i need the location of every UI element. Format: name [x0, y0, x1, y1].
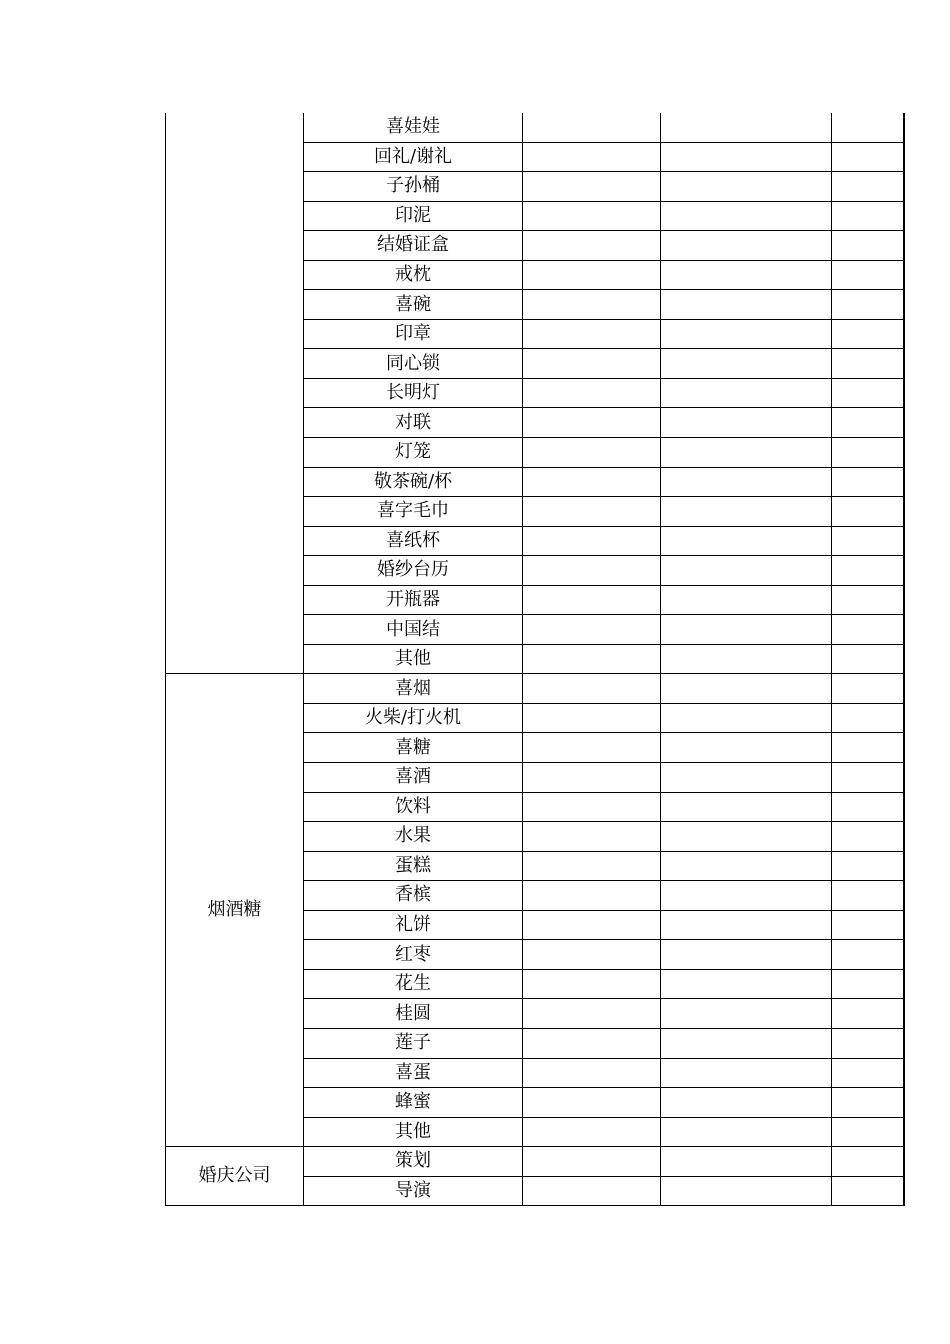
empty-cell [661, 1176, 832, 1206]
empty-cell [523, 1058, 661, 1088]
empty-cell [832, 585, 904, 615]
table-row [166, 1147, 904, 1177]
empty-cell [661, 172, 832, 202]
empty-cell [523, 851, 661, 881]
empty-cell [523, 378, 661, 408]
empty-cell [661, 438, 832, 468]
item-name-cell: 火柴/打火机 [304, 703, 523, 733]
empty-cell [523, 999, 661, 1029]
empty-cell [832, 792, 904, 822]
empty-cell [832, 438, 904, 468]
table-body [166, 113, 904, 1206]
empty-cell [832, 231, 904, 261]
empty-cell [523, 497, 661, 527]
empty-cell [661, 644, 832, 674]
empty-cell [832, 467, 904, 497]
empty-cell [523, 1028, 661, 1058]
item-name-cell: 喜字毛巾 [304, 497, 523, 527]
empty-cell [523, 1088, 661, 1118]
empty-cell [832, 113, 904, 142]
item-name-cell: 其他 [304, 1117, 523, 1147]
empty-cell [832, 969, 904, 999]
empty-cell [661, 497, 832, 527]
empty-cell [661, 526, 832, 556]
item-name-cell: 结婚证盒 [304, 231, 523, 261]
empty-cell [832, 1028, 904, 1058]
empty-cell [832, 526, 904, 556]
item-name-cell: 长明灯 [304, 378, 523, 408]
empty-cell [661, 1147, 832, 1177]
empty-cell [661, 703, 832, 733]
empty-cell [523, 231, 661, 261]
empty-cell [523, 172, 661, 202]
empty-cell [523, 438, 661, 468]
item-name-cell: 蜂蜜 [304, 1088, 523, 1118]
item-name-cell: 回礼/谢礼 [304, 142, 523, 172]
category-cell [166, 113, 304, 674]
item-name-cell: 花生 [304, 969, 523, 999]
empty-cell [523, 910, 661, 940]
empty-cell [661, 1117, 832, 1147]
item-name-cell: 饮料 [304, 792, 523, 822]
empty-cell [832, 763, 904, 793]
empty-cell [523, 792, 661, 822]
empty-cell [832, 378, 904, 408]
empty-cell [523, 763, 661, 793]
empty-cell [832, 556, 904, 586]
empty-cell [523, 349, 661, 379]
empty-cell [523, 1147, 661, 1177]
empty-cell [661, 290, 832, 320]
item-name-cell: 中国结 [304, 615, 523, 645]
empty-cell [523, 615, 661, 645]
empty-cell [523, 526, 661, 556]
empty-cell [661, 881, 832, 911]
empty-cell [661, 792, 832, 822]
empty-cell [661, 1058, 832, 1088]
empty-cell [523, 674, 661, 704]
empty-cell [661, 378, 832, 408]
empty-cell [661, 319, 832, 349]
empty-cell [661, 113, 832, 142]
empty-cell [832, 201, 904, 231]
item-name-cell: 莲子 [304, 1028, 523, 1058]
empty-cell [523, 113, 661, 142]
empty-cell [523, 467, 661, 497]
empty-cell [661, 969, 832, 999]
category-cell: 婚庆公司 [166, 1147, 304, 1206]
item-name-cell: 同心锁 [304, 349, 523, 379]
empty-cell [523, 644, 661, 674]
item-name-cell: 其他 [304, 644, 523, 674]
category-cell: 烟酒糖 [166, 674, 304, 1147]
empty-cell [661, 910, 832, 940]
empty-cell [523, 260, 661, 290]
item-name-cell: 喜纸杯 [304, 526, 523, 556]
empty-cell [661, 763, 832, 793]
empty-cell [832, 851, 904, 881]
empty-cell [661, 408, 832, 438]
item-name-cell: 香槟 [304, 881, 523, 911]
empty-cell [832, 1147, 904, 1177]
item-name-cell: 喜碗 [304, 290, 523, 320]
empty-cell [661, 201, 832, 231]
empty-cell [832, 172, 904, 202]
empty-cell [661, 142, 832, 172]
item-name-cell: 敬茶碗/杯 [304, 467, 523, 497]
empty-cell [523, 703, 661, 733]
empty-cell [661, 674, 832, 704]
empty-cell [661, 585, 832, 615]
empty-cell [832, 940, 904, 970]
empty-cell [832, 1088, 904, 1118]
empty-cell [661, 1028, 832, 1058]
item-name-cell: 礼饼 [304, 910, 523, 940]
item-name-cell: 水果 [304, 822, 523, 852]
empty-cell [832, 1176, 904, 1206]
empty-cell [523, 969, 661, 999]
empty-cell [523, 556, 661, 586]
item-name-cell: 蛋糕 [304, 851, 523, 881]
empty-cell [661, 231, 832, 261]
empty-cell [523, 201, 661, 231]
empty-cell [661, 1088, 832, 1118]
item-name-cell: 喜酒 [304, 763, 523, 793]
empty-cell [832, 910, 904, 940]
empty-cell [832, 1117, 904, 1147]
empty-cell [523, 290, 661, 320]
empty-cell [661, 940, 832, 970]
empty-cell [523, 142, 661, 172]
item-name-cell: 策划 [304, 1147, 523, 1177]
empty-cell [832, 822, 904, 852]
empty-cell [661, 733, 832, 763]
empty-cell [832, 319, 904, 349]
empty-cell [661, 556, 832, 586]
item-name-cell: 婚纱台历 [304, 556, 523, 586]
empty-cell [661, 615, 832, 645]
empty-cell [523, 733, 661, 763]
item-name-cell: 子孙桶 [304, 172, 523, 202]
empty-cell [661, 851, 832, 881]
empty-cell [832, 260, 904, 290]
item-name-cell: 对联 [304, 408, 523, 438]
empty-cell [523, 822, 661, 852]
item-name-cell: 戒枕 [304, 260, 523, 290]
empty-cell [661, 349, 832, 379]
empty-cell [661, 467, 832, 497]
item-name-cell: 开瓶器 [304, 585, 523, 615]
empty-cell [661, 822, 832, 852]
item-name-cell: 印泥 [304, 201, 523, 231]
empty-cell [832, 349, 904, 379]
item-name-cell: 喜娃娃 [304, 113, 523, 142]
item-name-cell: 喜蛋 [304, 1058, 523, 1088]
item-name-cell: 导演 [304, 1176, 523, 1206]
item-name-cell: 喜糖 [304, 733, 523, 763]
empty-cell [523, 1176, 661, 1206]
empty-cell [832, 615, 904, 645]
empty-cell [523, 585, 661, 615]
empty-cell [832, 142, 904, 172]
empty-cell [523, 881, 661, 911]
empty-cell [832, 1058, 904, 1088]
item-name-cell: 红枣 [304, 940, 523, 970]
empty-cell [832, 290, 904, 320]
item-name-cell: 印章 [304, 319, 523, 349]
empty-cell [661, 999, 832, 1029]
empty-cell [832, 644, 904, 674]
empty-cell [832, 733, 904, 763]
empty-cell [832, 999, 904, 1029]
item-name-cell: 灯笼 [304, 438, 523, 468]
table-row [166, 113, 904, 142]
empty-cell [523, 319, 661, 349]
empty-cell [523, 1117, 661, 1147]
table-row [166, 674, 904, 704]
wedding-items-table [165, 113, 905, 1206]
empty-cell [523, 940, 661, 970]
empty-cell [523, 408, 661, 438]
empty-cell [832, 674, 904, 704]
empty-cell [832, 497, 904, 527]
item-name-cell: 喜烟 [304, 674, 523, 704]
item-name-cell: 桂圆 [304, 999, 523, 1029]
empty-cell [832, 703, 904, 733]
empty-cell [832, 408, 904, 438]
empty-cell [661, 260, 832, 290]
empty-cell [832, 881, 904, 911]
